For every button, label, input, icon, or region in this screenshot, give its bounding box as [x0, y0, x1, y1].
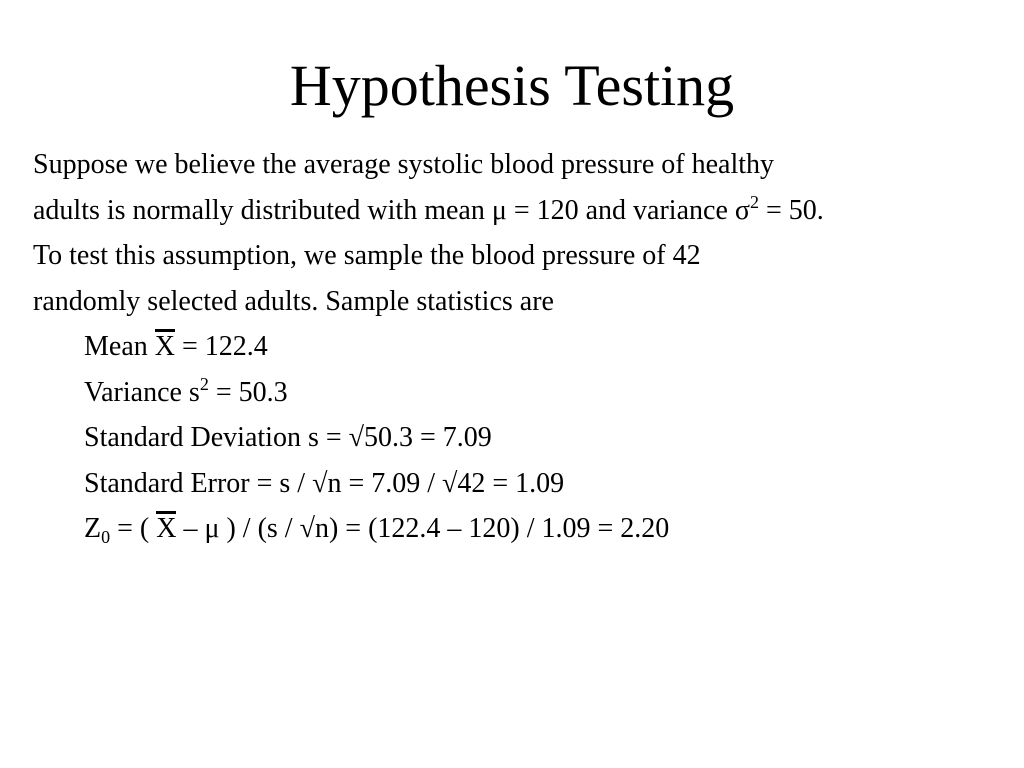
stat-variance-label: Variance s	[84, 376, 200, 408]
z-statistic-formula	[33, 506, 1008, 552]
paragraph-line-1: Suppose we believe the average systolic blood pressure of healthy	[33, 149, 775, 180]
paragraph-line-3: To test this assumption, we sample the blood pressure of 42	[33, 240, 701, 271]
variance-exponent: 2	[199, 373, 209, 394]
paragraph-line-2-text: adults is normally distributed with mean μ = 120 and variance σ	[33, 194, 750, 226]
z-formula-open: = (	[110, 513, 157, 544]
stat-mean-label: Mean	[84, 331, 155, 362]
paragraph-line-4: randomly selected adults. Sample statistics are	[33, 285, 554, 317]
stat-mean	[33, 324, 1008, 370]
z-symbol: Z	[84, 513, 102, 544]
sigma-exponent: 2	[749, 191, 759, 212]
stat-std-error: Standard Error = s / √n = 7.09 / √42 = 1.09	[84, 467, 565, 499]
stat-variance-value: = 50.3	[208, 376, 288, 408]
slide-title: Hypothesis Testing	[289, 53, 735, 118]
x-bar-symbol: X	[154, 331, 175, 362]
paragraph-line-2	[33, 188, 1008, 234]
slide-body	[33, 142, 1008, 552]
z-x-bar-symbol: X	[156, 513, 177, 544]
stat-std-dev: Standard Deviation s = √50.3 = 7.09	[84, 422, 492, 453]
z-formula-rest: – μ ) / (s / √n) = (122.4 – 120) / 1.09 = 2.20	[176, 513, 670, 544]
paragraph-line-2-end: = 50.	[758, 194, 824, 226]
z-subscript: 0	[101, 527, 111, 547]
stat-mean-value: = 122.4	[175, 331, 268, 362]
stat-variance	[33, 370, 1008, 416]
